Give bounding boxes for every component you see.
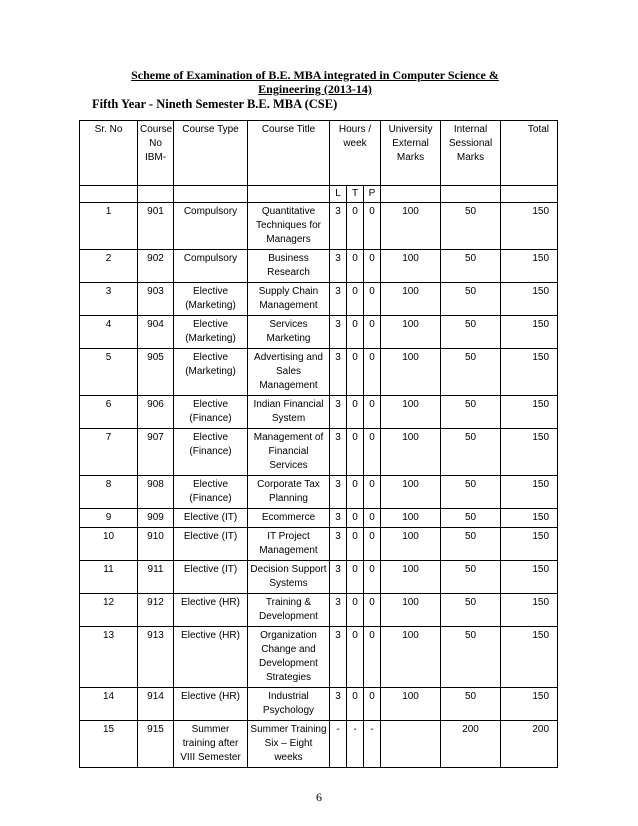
cell-t: 0 bbox=[347, 203, 364, 250]
cell-course-title: Indian Financial System bbox=[248, 396, 330, 429]
cell-sr: 5 bbox=[80, 349, 138, 396]
cell-t: 0 bbox=[347, 594, 364, 627]
table-row bbox=[80, 203, 558, 250]
cell-sr: 6 bbox=[80, 396, 138, 429]
cell-course-no: 914 bbox=[138, 688, 174, 721]
cell-internal: 50 bbox=[441, 688, 501, 721]
cell-internal: 50 bbox=[441, 349, 501, 396]
cell-course-type: Summer training after VIII Semester bbox=[174, 721, 248, 768]
table-row bbox=[80, 349, 558, 396]
table-row bbox=[80, 561, 558, 594]
cell-p: 0 bbox=[364, 528, 381, 561]
cell-course-no: 910 bbox=[138, 528, 174, 561]
hours-label-l: L bbox=[330, 186, 347, 203]
cell-course-title: Industrial Psychology bbox=[248, 688, 330, 721]
cell-course-title: Decision Support Systems bbox=[248, 561, 330, 594]
cell-external: 100 bbox=[381, 250, 441, 283]
cell-sr: 14 bbox=[80, 688, 138, 721]
document-title: Scheme of Examination of B.E. MBA integrated in Computer Science & Engineering (2013-14) bbox=[131, 68, 499, 96]
cell-internal: 50 bbox=[441, 250, 501, 283]
cell-total: 150 bbox=[501, 688, 558, 721]
cell-p: 0 bbox=[364, 561, 381, 594]
cell-total: 150 bbox=[501, 509, 558, 528]
cell-l: 3 bbox=[330, 594, 347, 627]
cell-p: 0 bbox=[364, 283, 381, 316]
cell-course-type: Elective (Marketing) bbox=[174, 283, 248, 316]
cell-sr: 11 bbox=[80, 561, 138, 594]
cell-course-no: 909 bbox=[138, 509, 174, 528]
cell-course-title: Supply Chain Management bbox=[248, 283, 330, 316]
cell-course-type: Elective (HR) bbox=[174, 594, 248, 627]
table-row bbox=[80, 429, 558, 476]
cell-t: 0 bbox=[347, 396, 364, 429]
cell-l: 3 bbox=[330, 203, 347, 250]
hours-label-row bbox=[80, 186, 558, 203]
cell-internal: 200 bbox=[441, 721, 501, 768]
cell-course-no: 902 bbox=[138, 250, 174, 283]
cell-course-title: Business Research bbox=[248, 250, 330, 283]
cell-sr: 7 bbox=[80, 429, 138, 476]
header-row bbox=[80, 121, 558, 186]
cell-course-type: Elective (Finance) bbox=[174, 476, 248, 509]
cell-p: 0 bbox=[364, 396, 381, 429]
cell-t: 0 bbox=[347, 316, 364, 349]
cell-sr: 9 bbox=[80, 509, 138, 528]
cell-external: 100 bbox=[381, 688, 441, 721]
cell-external: 100 bbox=[381, 561, 441, 594]
cell-internal: 50 bbox=[441, 476, 501, 509]
table-row bbox=[80, 688, 558, 721]
cell-course-no: 904 bbox=[138, 316, 174, 349]
cell-sr: 13 bbox=[80, 627, 138, 688]
cell-t: 0 bbox=[347, 250, 364, 283]
cell-external: 100 bbox=[381, 396, 441, 429]
cell-internal: 50 bbox=[441, 283, 501, 316]
cell-t: 0 bbox=[347, 528, 364, 561]
cell-internal: 50 bbox=[441, 509, 501, 528]
cell-total: 150 bbox=[501, 203, 558, 250]
cell-p: 0 bbox=[364, 429, 381, 476]
cell-sr: 2 bbox=[80, 250, 138, 283]
cell-course-title: Ecommerce bbox=[248, 509, 330, 528]
cell-l: 3 bbox=[330, 349, 347, 396]
cell-l: 3 bbox=[330, 316, 347, 349]
cell-external: 100 bbox=[381, 509, 441, 528]
cell-course-type: Elective (HR) bbox=[174, 688, 248, 721]
cell-external: 100 bbox=[381, 528, 441, 561]
cell-internal: 50 bbox=[441, 316, 501, 349]
cell-l: 3 bbox=[330, 476, 347, 509]
cell-p: 0 bbox=[364, 688, 381, 721]
cell-course-no: 907 bbox=[138, 429, 174, 476]
cell-internal: 50 bbox=[441, 627, 501, 688]
cell-total: 150 bbox=[501, 627, 558, 688]
cell-total: 200 bbox=[501, 721, 558, 768]
cell-l: 3 bbox=[330, 429, 347, 476]
cell-external: 100 bbox=[381, 203, 441, 250]
cell-internal: 50 bbox=[441, 528, 501, 561]
cell-course-type: Compulsory bbox=[174, 203, 248, 250]
cell-p: 0 bbox=[364, 509, 381, 528]
cell-internal: 50 bbox=[441, 594, 501, 627]
header-internal-marks: Internal Sessional Marks bbox=[441, 121, 501, 186]
cell-external bbox=[381, 721, 441, 768]
cell-p: 0 bbox=[364, 203, 381, 250]
cell-internal: 50 bbox=[441, 396, 501, 429]
cell-sr: 10 bbox=[80, 528, 138, 561]
cell-course-title: IT Project Management bbox=[248, 528, 330, 561]
header-university-marks: University External Marks bbox=[381, 121, 441, 186]
cell-course-type: Elective (Finance) bbox=[174, 396, 248, 429]
cell-course-title: Corporate Tax Planning bbox=[248, 476, 330, 509]
cell-course-no: 908 bbox=[138, 476, 174, 509]
table-row bbox=[80, 316, 558, 349]
cell-course-no: 901 bbox=[138, 203, 174, 250]
cell-course-title: Management of Financial Services bbox=[248, 429, 330, 476]
cell-course-no: 912 bbox=[138, 594, 174, 627]
cell-t: 0 bbox=[347, 429, 364, 476]
header-course-no: Course No IBM- bbox=[138, 121, 174, 186]
header-total: Total bbox=[501, 121, 558, 186]
cell-t: 0 bbox=[347, 561, 364, 594]
cell-total: 150 bbox=[501, 429, 558, 476]
cell-total: 150 bbox=[501, 561, 558, 594]
cell-course-type: Elective (IT) bbox=[174, 509, 248, 528]
hours-label-p: P bbox=[364, 186, 381, 203]
cell-t: 0 bbox=[347, 476, 364, 509]
table-row bbox=[80, 721, 558, 768]
header-course-title: Course Title bbox=[248, 121, 330, 186]
cell-total: 150 bbox=[501, 349, 558, 396]
cell-total: 150 bbox=[501, 476, 558, 509]
cell-course-type: Compulsory bbox=[174, 250, 248, 283]
cell-l: 3 bbox=[330, 528, 347, 561]
cell-p: 0 bbox=[364, 594, 381, 627]
header-course-type: Course Type bbox=[174, 121, 248, 186]
cell-total: 150 bbox=[501, 283, 558, 316]
cell-course-no: 913 bbox=[138, 627, 174, 688]
cell-l: 3 bbox=[330, 509, 347, 528]
cell-sr: 4 bbox=[80, 316, 138, 349]
cell-p: 0 bbox=[364, 349, 381, 396]
cell-sr: 15 bbox=[80, 721, 138, 768]
cell-external: 100 bbox=[381, 476, 441, 509]
cell-course-type: Elective (Marketing) bbox=[174, 349, 248, 396]
cell-external: 100 bbox=[381, 594, 441, 627]
cell-l: 3 bbox=[330, 396, 347, 429]
cell-external: 100 bbox=[381, 283, 441, 316]
header-sr-no: Sr. No bbox=[80, 121, 138, 186]
table-row bbox=[80, 283, 558, 316]
table-row bbox=[80, 396, 558, 429]
cell-sr: 12 bbox=[80, 594, 138, 627]
cell-t: 0 bbox=[347, 349, 364, 396]
cell-p: 0 bbox=[364, 627, 381, 688]
cell-course-type: Elective (IT) bbox=[174, 561, 248, 594]
table-row bbox=[80, 476, 558, 509]
cell-t: 0 bbox=[347, 688, 364, 721]
cell-course-title: Training & Development bbox=[248, 594, 330, 627]
cell-external: 100 bbox=[381, 627, 441, 688]
cell-t: - bbox=[347, 721, 364, 768]
cell-total: 150 bbox=[501, 528, 558, 561]
cell-internal: 50 bbox=[441, 561, 501, 594]
cell-sr: 3 bbox=[80, 283, 138, 316]
hours-label-t: T bbox=[347, 186, 364, 203]
cell-total: 150 bbox=[501, 396, 558, 429]
table-row bbox=[80, 594, 558, 627]
cell-t: 0 bbox=[347, 509, 364, 528]
table-row bbox=[80, 627, 558, 688]
cell-course-type: Elective (Marketing) bbox=[174, 316, 248, 349]
cell-course-no: 903 bbox=[138, 283, 174, 316]
cell-l: 3 bbox=[330, 627, 347, 688]
cell-course-type: Elective (HR) bbox=[174, 627, 248, 688]
cell-course-title: Organization Change and Development Strategies bbox=[248, 627, 330, 688]
cell-l: 3 bbox=[330, 561, 347, 594]
cell-l: 3 bbox=[330, 250, 347, 283]
cell-internal: 50 bbox=[441, 203, 501, 250]
cell-course-title: Advertising and Sales Management bbox=[248, 349, 330, 396]
cell-course-type: Elective (Finance) bbox=[174, 429, 248, 476]
cell-external: 100 bbox=[381, 316, 441, 349]
cell-total: 150 bbox=[501, 250, 558, 283]
cell-t: 0 bbox=[347, 627, 364, 688]
document-subtitle: Fifth Year - Nineth Semester B.E. MBA (CSE) bbox=[92, 97, 338, 111]
cell-course-no: 911 bbox=[138, 561, 174, 594]
table-row bbox=[80, 250, 558, 283]
cell-l: 3 bbox=[330, 283, 347, 316]
cell-p: 0 bbox=[364, 316, 381, 349]
cell-course-no: 906 bbox=[138, 396, 174, 429]
cell-l: - bbox=[330, 721, 347, 768]
cell-external: 100 bbox=[381, 349, 441, 396]
cell-sr: 8 bbox=[80, 476, 138, 509]
cell-sr: 1 bbox=[80, 203, 138, 250]
cell-internal: 50 bbox=[441, 429, 501, 476]
cell-course-title: Summer Training Six – Eight weeks bbox=[248, 721, 330, 768]
cell-p: 0 bbox=[364, 250, 381, 283]
cell-course-no: 915 bbox=[138, 721, 174, 768]
cell-course-type: Elective (IT) bbox=[174, 528, 248, 561]
table-row bbox=[80, 509, 558, 528]
cell-p: 0 bbox=[364, 476, 381, 509]
cell-t: 0 bbox=[347, 283, 364, 316]
table-row bbox=[80, 528, 558, 561]
cell-external: 100 bbox=[381, 429, 441, 476]
exam-scheme-table bbox=[79, 120, 558, 768]
header-hours: Hours / week bbox=[330, 121, 381, 186]
cell-total: 150 bbox=[501, 594, 558, 627]
cell-total: 150 bbox=[501, 316, 558, 349]
page-number: 6 bbox=[316, 790, 322, 804]
cell-course-title: Services Marketing bbox=[248, 316, 330, 349]
cell-p: - bbox=[364, 721, 381, 768]
cell-l: 3 bbox=[330, 688, 347, 721]
cell-course-no: 905 bbox=[138, 349, 174, 396]
cell-course-title: Quantitative Techniques for Managers bbox=[248, 203, 330, 250]
